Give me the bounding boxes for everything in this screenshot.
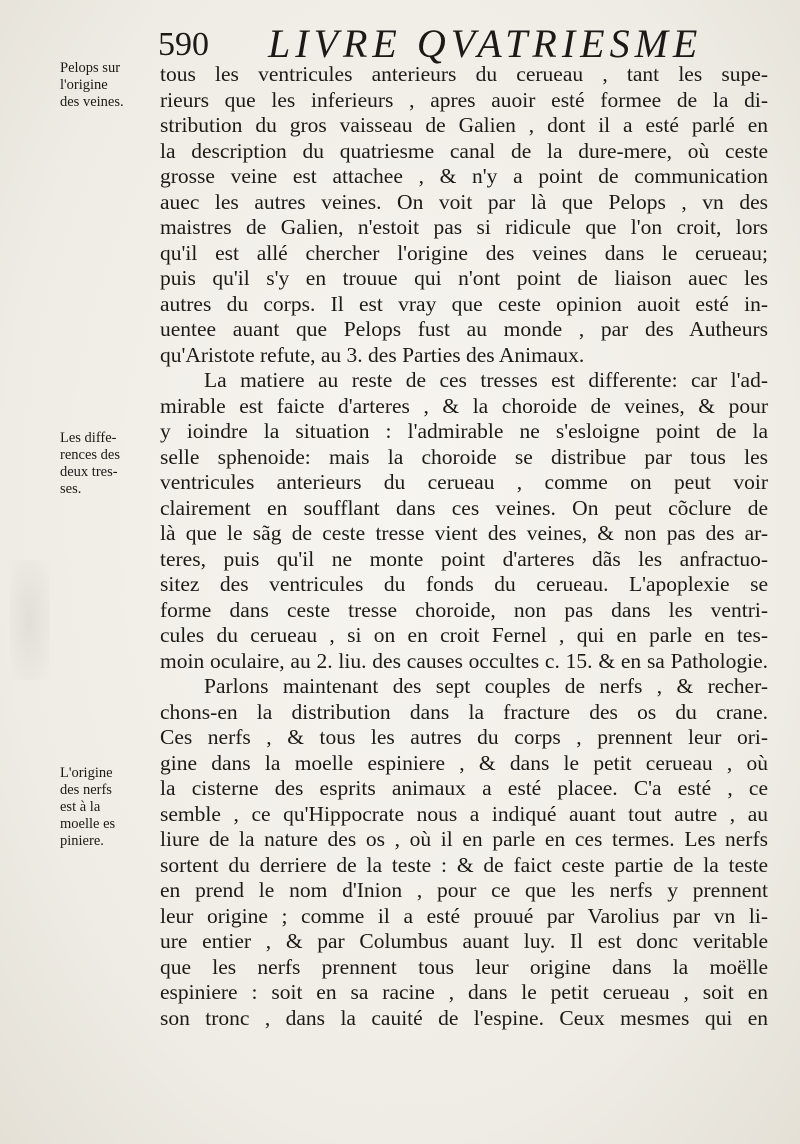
running-head: LIVRE QVATRIESME [268, 21, 703, 66]
text-line: espiniere : soit en sa racine , dans le petit cerueau , soit en [160, 980, 768, 1004]
margin-note-line: moelle es [60, 816, 116, 832]
text-line: forme dans ceste tresse choroide, non pas dans les ventri- [160, 597, 768, 622]
text-line: ure entier , & par Columbus auant luy. Il est donc veritable [160, 929, 768, 953]
margin-note-line: rences des [60, 447, 120, 463]
text-line: selle sphenoide: mais la choroide se distribue par tous les [160, 444, 768, 469]
text-line: stribution du gros vaisseau de Galien , dont il a esté parlé en [160, 113, 768, 137]
margin-note-line: deux tres- [60, 464, 118, 480]
margin-note-line: L'origine [60, 765, 113, 781]
text-line: qu'il est allé chercher l'origine des veines dans le cerueau; [160, 240, 768, 265]
page-header [158, 18, 778, 68]
margin-note-line: piniere. [60, 833, 104, 849]
text-line: chons-en la distribution dans la fracture des os du crane. [160, 699, 768, 724]
margin-note-differences [60, 430, 158, 498]
text-line: clairement en soufflant dans ces veines. On peut cõclure de [160, 495, 768, 520]
text-line: leur origine ; comme il a esté prouué par Varolius par vn li- [160, 903, 768, 928]
margin-note-line: est à la [60, 799, 101, 815]
text-line: là que le sãg de ceste tresse vient des veines, & non pas des ar- [160, 521, 768, 545]
page-number: 590 [158, 26, 209, 63]
text-line: mirable est faicte d'arteres , & la choroide de veines, & pour [160, 393, 768, 418]
margin-note-line: l'origine [60, 77, 108, 93]
text-line: La matiere au reste de ces tresses est differente: car l'ad- [204, 368, 768, 392]
text-line: cules du cerueau , si on en croit Fernel , qui en parle en tes- [160, 623, 768, 647]
margin-note-line: Pelops sur [60, 60, 121, 76]
text-line: sitez des ventricules du fonds du cerueau. L'apoplexie se [160, 572, 768, 596]
text-line: Parlons maintenant des sept couples de nerfs , & recher- [204, 674, 768, 698]
text-line: Ces nerfs , & tous les autres du corps , prennent leur ori- [160, 725, 768, 749]
margin-note-pelops [60, 60, 158, 111]
text-line: tous les ventricules anterieurs du cerueau , tant les supe- [160, 62, 768, 86]
text-line: gine dans la moelle espiniere , & dans le petit cerueau , où [160, 750, 768, 775]
text-line: autres du corps. Il est vray que ceste opinion auoit esté in- [160, 291, 768, 316]
text-line: teres, puis qu'il ne monte point d'arteres dãs les anfractuo- [160, 546, 768, 571]
margin-note-line: Les diffe- [60, 430, 117, 446]
text-line: liure de la nature des os , où il en parle en ces termes. Les nerfs [160, 827, 768, 851]
text-line: qu'Aristote refute, au 3. des Parties des Animaux. [160, 342, 585, 367]
text-line: y ioindre la situation : l'admirable ne s'esloigne point de la [160, 419, 768, 443]
text-line: la description du quatriesme canal de la dure-mere, où ceste [160, 138, 768, 163]
text-line: la cisterne des esprits animaux a esté placee. C'a esté , ce [160, 776, 768, 800]
text-line: grosse veine est attachee , & n'y a point de communication [160, 164, 768, 188]
margin-note-line: des veines. [60, 94, 124, 110]
text-line: auec les autres veines. On voit par là que Pelops , vn des [160, 189, 768, 214]
text-line: sortent du derriere de la teste : & de faict ceste partie de la teste [160, 852, 768, 877]
page-stain [10, 560, 50, 680]
text-line: uentee auant que Pelops fust au monde , par des Autheurs [160, 317, 768, 341]
text-line: maistres de Galien, n'estoit pas si ridicule que l'on croit, lors [160, 215, 768, 239]
text-line: semble , ce qu'Hippocrate nous a indiqué auant tout autre , au [160, 801, 768, 826]
margin-note-line: ses. [60, 481, 82, 497]
text-line: son tronc , dans la cauité de l'espine. Ceux mesmes qui en [160, 1005, 768, 1030]
text-line: ventricules anterieurs du cerueau , comme on peut voir [160, 470, 768, 494]
text-line: que les nerfs prennent tous leur origine dans la moëlle [160, 954, 768, 979]
margin-note-nerves [60, 765, 158, 850]
body-text [160, 62, 768, 1031]
text-line: moin oculaire, au 2. liu. des causes occultes c. 15. & en sa Pathologie. [160, 648, 768, 673]
text-line: rieurs que les inferieurs , apres auoir esté formee de la di- [160, 87, 768, 112]
text-line: puis qu'il s'y en trouue qui n'ont point de liaison auec les [160, 266, 768, 290]
text-line: en prend le nom d'Inion , pour ce que les nerfs y prennent [160, 878, 768, 902]
margin-note-line: des nerfs [60, 782, 112, 798]
